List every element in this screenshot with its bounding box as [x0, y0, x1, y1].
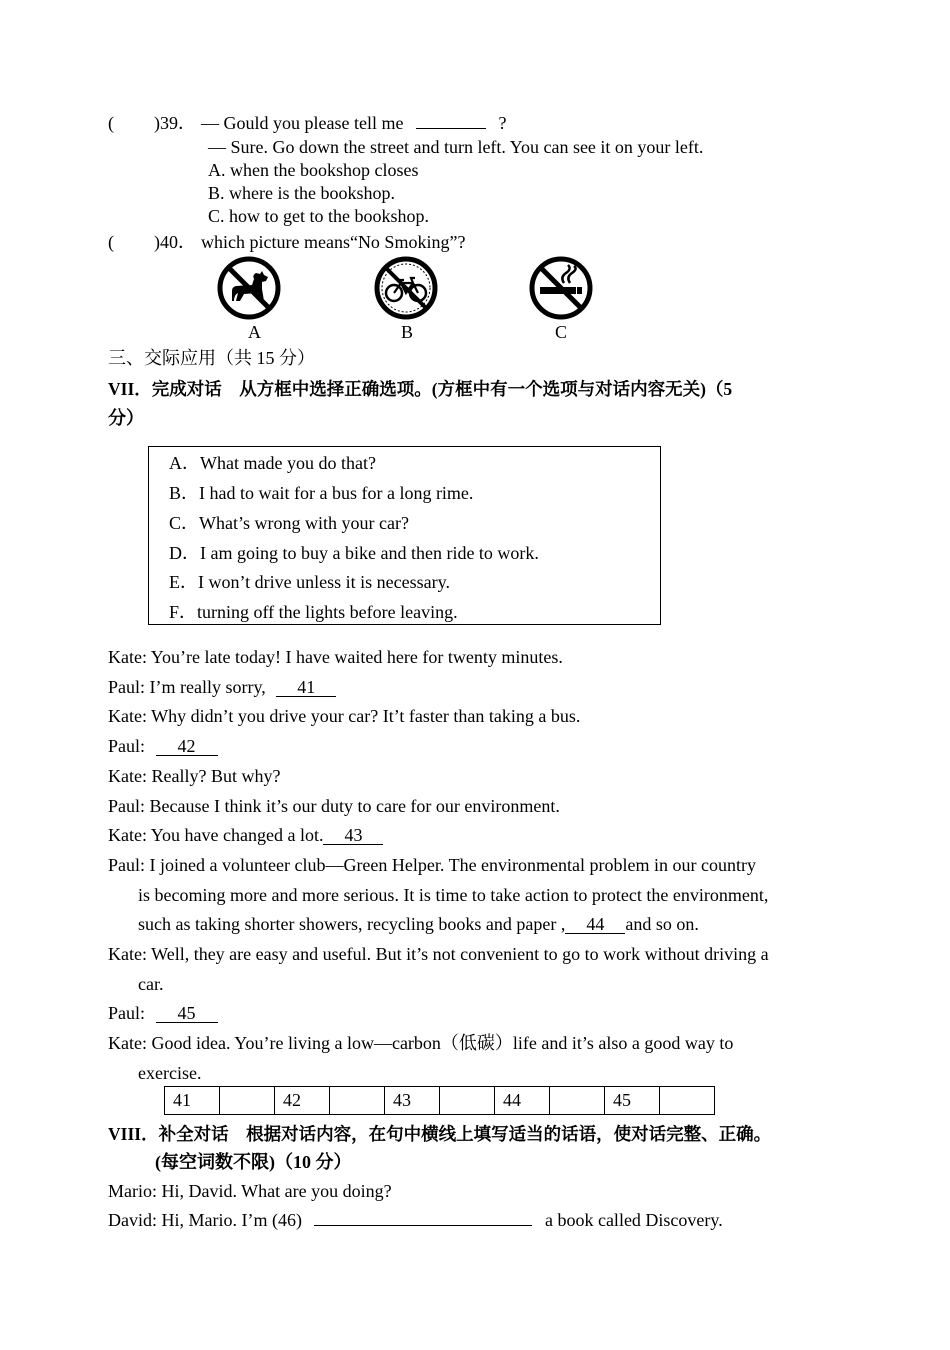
answer-cell-41[interactable]	[220, 1087, 275, 1115]
q39-option-b: B. where is the bookshop.	[208, 183, 395, 203]
answer-table-row	[165, 1087, 715, 1115]
sign-label-b: B	[401, 322, 414, 342]
section8-title-cont: (每空词数不限)（10 分）	[155, 1152, 352, 1172]
option-a: A．What made you do that?	[169, 453, 376, 473]
q40-number: )40．	[154, 232, 196, 252]
blank-43[interactable]: 43	[323, 826, 383, 845]
answer-cell-44[interactable]	[550, 1087, 605, 1115]
blank-41[interactable]: 41	[276, 678, 336, 697]
dialogue-line-8c	[138, 913, 699, 935]
section8-title: VIII．补全对话 根据对话内容，在句中横线上填写适当的话语，使对话完整、正确。	[108, 1124, 772, 1144]
option-e: E．I won’t drive unless it is necessary.	[169, 572, 450, 592]
blank-44[interactable]: 44	[565, 915, 625, 934]
dialogue-line-2	[108, 676, 336, 698]
dialogue-line-8b: is becoming more and more serious. It is time to take action to protect the environment,	[138, 885, 769, 905]
answer-cell-43[interactable]	[440, 1087, 495, 1115]
answer-cell-45[interactable]	[660, 1087, 715, 1115]
dialogue-line-9a: Kate: Well, they are easy and useful. But it’s not convenient to go to work without driving a	[108, 944, 769, 964]
sign-label-a: A	[248, 322, 261, 342]
sign-label-c: C	[555, 322, 568, 342]
option-c: C．What’s wrong with your car?	[169, 513, 409, 533]
q39-blank[interactable]	[416, 128, 486, 129]
dialogue-line-11a: Kate: Good idea. You’re living a low―carbon（低碳）life and it’s also a good way to	[108, 1033, 734, 1053]
section8-line-2	[108, 1209, 723, 1231]
q39-paren-open: (	[108, 113, 114, 133]
dialogue-line-2-text: Paul: I’m really sorry,	[108, 677, 271, 697]
dialogue-line-1: Kate: You’re late today! I have waited here for twenty minutes.	[108, 647, 563, 667]
section7-title: VII．完成对话 从方框中选择正确选项。(方框中有一个选项与对话内容无关)（5	[108, 379, 733, 399]
q39-stem-text: — Gould you please tell me	[201, 113, 404, 133]
dialogue-line-11b: exercise.	[138, 1063, 202, 1083]
dialogue-line-7-text: Kate: You have changed a lot.	[108, 825, 324, 845]
q39-number: )39．	[154, 113, 196, 133]
dialogue-line-6: Paul: Because I think it’s our duty to care for our environment.	[108, 796, 560, 816]
no-dogs-icon	[216, 255, 282, 321]
blank-45[interactable]: 45	[156, 1004, 218, 1023]
no-bicycles-icon	[373, 255, 439, 321]
dialogue-line-10	[108, 1002, 218, 1024]
answer-label-41: 41	[165, 1087, 220, 1115]
section8-line-1: Mario: Hi, David. What are you doing?	[108, 1181, 392, 1201]
q40-paren-open: (	[108, 232, 114, 252]
answer-label-45: 45	[605, 1087, 660, 1115]
blank-46[interactable]	[314, 1225, 532, 1226]
q39-option-a: A. when the bookshop closes	[208, 160, 419, 180]
option-b: B．I had to wait for a bus for a long rime.	[169, 483, 474, 503]
dialogue-line-8c-end: and so on.	[625, 914, 699, 934]
dialogue-line-3: Kate: Why didn’t you drive your car? It’t faster than taking a bus.	[108, 706, 581, 726]
dialogue-line-8a: Paul: I joined a volunteer club―Green Helper. The environmental problem in our country	[108, 855, 756, 875]
q39-question-mark: ?	[498, 113, 507, 133]
q39-option-c: C. how to get to the bookshop.	[208, 206, 429, 226]
options-box	[148, 446, 661, 625]
option-f: F．turning off the lights before leaving.	[169, 602, 458, 622]
no-smoking-icon	[528, 255, 594, 321]
dialogue-line-4-text: Paul:	[108, 736, 150, 756]
option-d: D．I am going to buy a bike and then ride to work.	[169, 543, 539, 563]
section8-line-2-end: a book called Discovery.	[544, 1210, 723, 1230]
answer-table	[164, 1086, 715, 1115]
dialogue-line-4	[108, 735, 218, 757]
answer-label-42: 42	[275, 1087, 330, 1115]
q40-stem: which picture means“No Smoking”?	[201, 232, 466, 252]
blank-42[interactable]: 42	[156, 737, 218, 756]
answer-label-43: 43	[385, 1087, 440, 1115]
q39-reply: — Sure. Go down the street and turn left. You can see it on your left.	[208, 137, 704, 157]
dialogue-line-9b: car.	[138, 974, 164, 994]
section8-line-2-text: David: Hi, Mario. I’m (46)	[108, 1210, 302, 1230]
dialogue-line-8c-text: such as taking shorter showers, recycling books and paper ,	[138, 914, 566, 934]
section3-title: 三、交际应用（共 15 分）	[108, 348, 315, 368]
q39-stem	[201, 112, 506, 134]
answer-cell-42[interactable]	[330, 1087, 385, 1115]
dialogue-line-10-text: Paul:	[108, 1003, 150, 1023]
dialogue-line-7	[108, 824, 383, 846]
answer-label-44: 44	[495, 1087, 550, 1115]
section7-title-cont: 分）	[108, 408, 144, 428]
dialogue-line-5: Kate: Really? But why?	[108, 766, 281, 786]
